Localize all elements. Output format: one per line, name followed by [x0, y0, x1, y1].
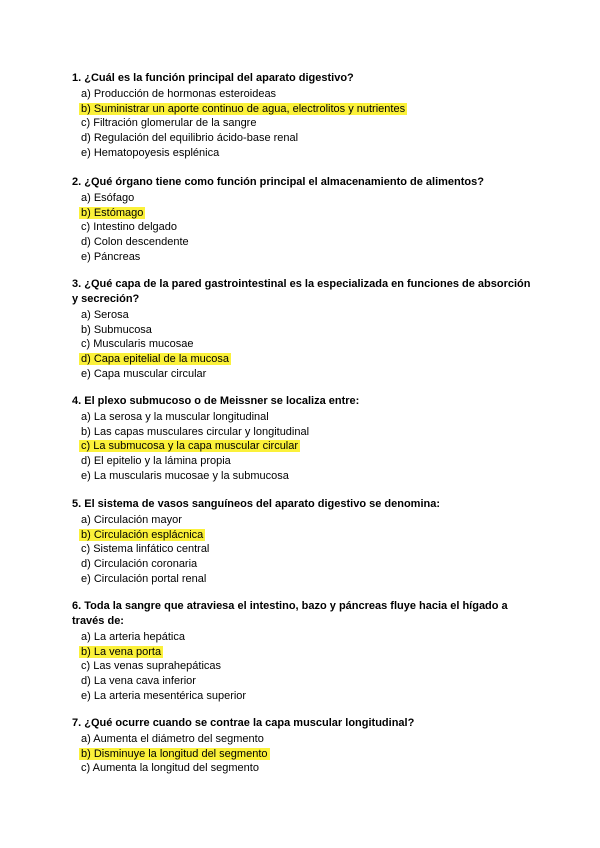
option-c: c) Muscularis mucosae: [81, 338, 194, 351]
option-d: d) Circulación coronaria: [81, 558, 198, 571]
option-b-correct: b) Disminuye la longitud del segmento: [81, 747, 268, 760]
option-a: a) Aumenta el diámetro del segmento: [81, 733, 264, 745]
option-a: a) La serosa y la muscular longitudinal: [81, 411, 269, 423]
question-1: [72, 71, 532, 161]
option-a: a) Circulación mayor: [81, 514, 182, 526]
option-e: e) Hematopoyesis esplénica: [81, 146, 220, 159]
question-2: [72, 175, 532, 265]
option-d: d) El epitelio y la lámina propia: [81, 455, 231, 468]
question-title: 1. ¿Cuál es la función principal del aparato digestivo?: [72, 72, 354, 84]
question-7: [72, 716, 532, 776]
option-e: e) Circulación portal renal: [81, 572, 207, 585]
option-e: e) La muscularis mucosae y la submucosa: [81, 469, 289, 482]
option-d-correct: d) Capa epitelial de la mucosa: [81, 353, 229, 366]
option-a: a) Producción de hormonas esteroideas: [81, 88, 277, 100]
question-6: [72, 599, 532, 704]
option-b-correct: b) Suministrar un aporte continuo de agua, electrolitos y nutrientes: [81, 102, 406, 115]
option-b-correct: b) Estómago: [81, 206, 144, 219]
option-b-correct: b) La vena porta: [81, 645, 162, 658]
question-title: 2. ¿Qué órgano tiene como función principal el almacenamiento de alimentos?: [72, 176, 484, 188]
option-a: a) La arteria hepática: [81, 631, 185, 643]
option-d: d) La vena cava inferior: [81, 675, 196, 688]
option-c: c) Sistema linfático central: [81, 543, 210, 556]
option-e: e) Páncreas: [81, 250, 141, 263]
option-c-correct: c) La submucosa y la capa muscular circular: [81, 440, 299, 453]
question-3: [72, 277, 532, 382]
option-b: b) Submucosa: [81, 323, 152, 336]
question-5: [72, 497, 532, 587]
option-c: c) Filtración glomerular de la sangre: [81, 117, 257, 130]
option-c: c) Las venas suprahepáticas: [81, 660, 222, 673]
option-c: c) Intestino delgado: [81, 221, 178, 234]
option-d: d) Colon descendente: [81, 236, 189, 249]
question-title: 3. ¿Qué capa de la pared gastrointestinal es la especializada en funciones de absorción y secreción?: [72, 278, 531, 305]
option-c: c) Aumenta la longitud del segmento: [81, 762, 259, 775]
question-title: 6. Toda la sangre que atraviesa el intestino, bazo y páncreas fluye hacia el hígado a través de:: [72, 600, 508, 627]
option-d: d) Regulación del equilibrio ácido-base renal: [81, 132, 299, 145]
option-a: a) Esófago: [81, 192, 135, 204]
option-a: a) Serosa: [81, 309, 129, 321]
option-e: e) La arteria mesentérica superior: [81, 689, 247, 702]
question-title: 7. ¿Qué ocurre cuando se contrae la capa muscular longitudinal?: [72, 717, 415, 729]
question-title: 5. El sistema de vasos sanguíneos del aparato digestivo se denomina:: [72, 498, 441, 510]
option-e: e) Capa muscular circular: [81, 367, 207, 380]
question-4: [72, 394, 532, 484]
option-b: b) Las capas musculares circular y longitudinal: [81, 425, 310, 438]
option-b-correct: b) Circulación esplácnica: [81, 528, 204, 541]
question-title: 4. El plexo submucoso o de Meissner se localiza entre:: [72, 395, 360, 407]
